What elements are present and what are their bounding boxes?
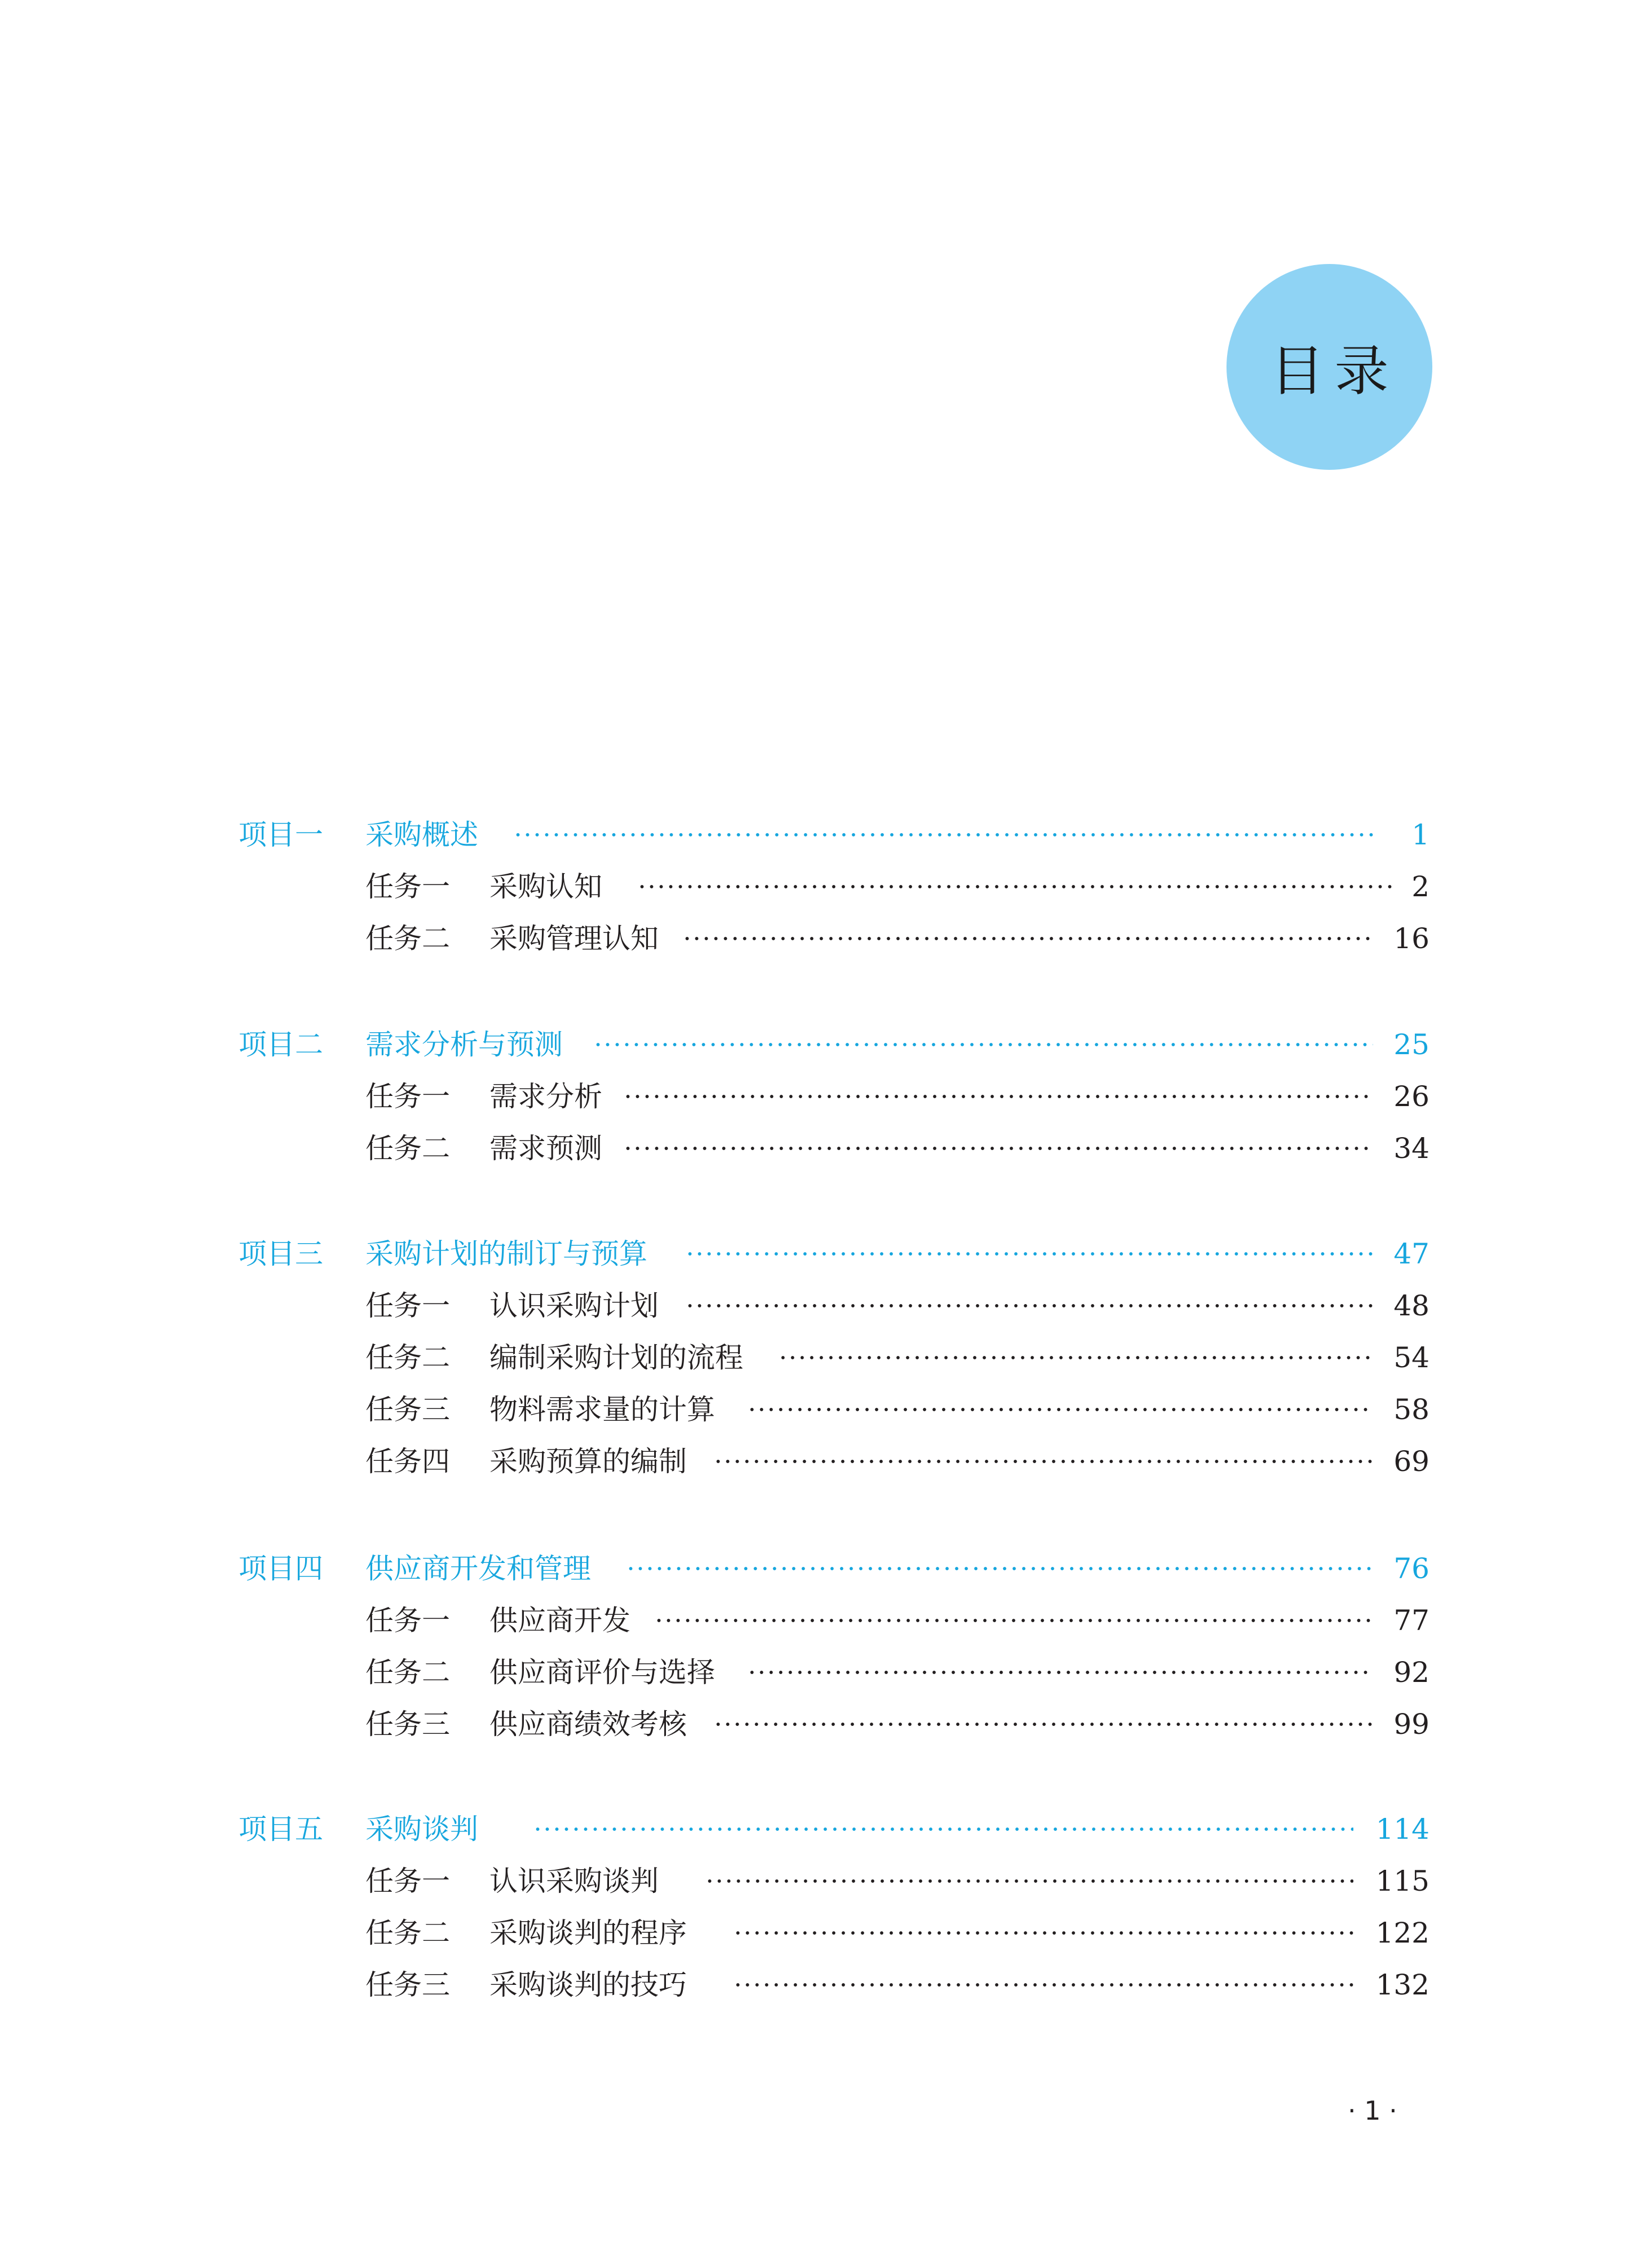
task-page-number: 122 bbox=[1375, 1917, 1430, 1949]
task-number: 任务二 bbox=[365, 1341, 450, 1374]
dot-leader bbox=[733, 1910, 1353, 1956]
toc-task-row[interactable] bbox=[0, 1283, 1628, 1328]
task-page-number: 77 bbox=[1393, 1604, 1430, 1637]
dot-leader bbox=[593, 1022, 1373, 1067]
task-title: 供应商评价与选择 bbox=[489, 1656, 715, 1689]
task-title: 供应商绩效考核 bbox=[489, 1708, 687, 1741]
dot-leader bbox=[685, 1283, 1373, 1328]
toc-task-row[interactable] bbox=[0, 1962, 1628, 2007]
dot-leader bbox=[623, 1074, 1373, 1119]
task-number: 任务二 bbox=[365, 922, 450, 955]
task-number: 任务三 bbox=[365, 1968, 450, 2001]
task-number: 任务二 bbox=[365, 1132, 450, 1165]
project-page-number: 47 bbox=[1393, 1238, 1430, 1270]
dot-leader bbox=[778, 1335, 1373, 1380]
task-page-number: 69 bbox=[1393, 1445, 1430, 1478]
dot-leader bbox=[654, 1598, 1373, 1643]
project-page-number: 1 bbox=[1411, 818, 1430, 851]
toc-task-row[interactable] bbox=[0, 1859, 1628, 1904]
task-title: 物料需求量的计算 bbox=[489, 1393, 715, 1426]
dot-leader bbox=[713, 1702, 1373, 1747]
toc-task-row[interactable] bbox=[0, 1126, 1628, 1171]
task-page-number: 132 bbox=[1375, 1968, 1430, 2001]
project-page-number: 25 bbox=[1393, 1028, 1430, 1061]
toc-project-row[interactable] bbox=[0, 1546, 1628, 1591]
task-number: 任务二 bbox=[365, 1656, 450, 1689]
task-page-number: 58 bbox=[1393, 1393, 1430, 1426]
toc-heading: 目录 bbox=[1270, 340, 1399, 403]
page-number: · 1 · bbox=[1348, 2095, 1397, 2126]
toc-task-row[interactable] bbox=[0, 1074, 1628, 1119]
toc-task-row[interactable] bbox=[0, 1910, 1628, 1956]
task-page-number: 26 bbox=[1393, 1080, 1430, 1113]
dot-leader bbox=[747, 1387, 1373, 1432]
dot-leader bbox=[513, 812, 1379, 857]
dot-leader bbox=[626, 1546, 1373, 1591]
project-title: 需求分析与预测 bbox=[365, 1028, 563, 1061]
task-title: 认识采购谈判 bbox=[489, 1865, 659, 1897]
task-page-number: 54 bbox=[1393, 1341, 1430, 1374]
dot-leader bbox=[623, 1126, 1373, 1171]
project-title: 采购谈判 bbox=[365, 1813, 478, 1846]
project-title: 采购概述 bbox=[365, 818, 478, 851]
task-number: 任务一 bbox=[365, 870, 450, 903]
task-page-number: 2 bbox=[1411, 870, 1430, 903]
project-number: 项目二 bbox=[239, 1028, 323, 1061]
toc-task-row[interactable] bbox=[0, 916, 1628, 961]
dot-leader bbox=[533, 1807, 1353, 1852]
toc-task-row[interactable] bbox=[0, 1439, 1628, 1484]
task-title: 认识采购计划 bbox=[489, 1289, 659, 1322]
task-number: 任务二 bbox=[365, 1917, 450, 1949]
toc-task-row[interactable] bbox=[0, 1387, 1628, 1432]
task-page-number: 16 bbox=[1393, 922, 1430, 955]
task-number: 任务一 bbox=[365, 1865, 450, 1897]
task-number: 任务三 bbox=[365, 1393, 450, 1426]
task-page-number: 34 bbox=[1393, 1132, 1430, 1165]
toc-task-row[interactable] bbox=[0, 1598, 1628, 1643]
task-title: 供应商开发 bbox=[489, 1604, 630, 1637]
toc-project-row[interactable] bbox=[0, 1022, 1628, 1067]
task-page-number: 115 bbox=[1375, 1865, 1430, 1897]
task-title: 采购谈判的技巧 bbox=[489, 1968, 687, 2001]
task-page-number: 48 bbox=[1393, 1289, 1430, 1322]
toc-task-row[interactable] bbox=[0, 1650, 1628, 1695]
project-number: 项目一 bbox=[239, 818, 323, 851]
task-title: 采购管理认知 bbox=[489, 922, 659, 955]
task-title: 需求预测 bbox=[489, 1132, 602, 1165]
dot-leader bbox=[713, 1439, 1373, 1484]
task-number: 任务一 bbox=[365, 1080, 450, 1113]
project-title: 采购计划的制订与预算 bbox=[365, 1238, 647, 1270]
project-page-number: 76 bbox=[1393, 1552, 1430, 1585]
task-title: 采购预算的编制 bbox=[489, 1445, 687, 1478]
dot-leader bbox=[705, 1859, 1353, 1904]
project-number: 项目三 bbox=[239, 1238, 323, 1270]
dot-leader bbox=[733, 1962, 1353, 2007]
task-title: 采购认知 bbox=[489, 870, 602, 903]
task-title: 采购谈判的程序 bbox=[489, 1917, 687, 1949]
toc-task-row[interactable] bbox=[0, 1335, 1628, 1380]
dot-leader bbox=[747, 1650, 1373, 1695]
task-number: 任务一 bbox=[365, 1604, 450, 1637]
dot-leader bbox=[682, 916, 1373, 961]
task-title: 编制采购计划的流程 bbox=[489, 1341, 743, 1374]
task-title: 需求分析 bbox=[489, 1080, 602, 1113]
project-number: 项目四 bbox=[239, 1552, 323, 1585]
project-number: 项目五 bbox=[239, 1813, 323, 1846]
toc-task-row[interactable] bbox=[0, 1702, 1628, 1747]
toc-project-row[interactable] bbox=[0, 812, 1628, 857]
toc-task-row[interactable] bbox=[0, 864, 1628, 909]
task-page-number: 92 bbox=[1393, 1656, 1430, 1689]
project-title: 供应商开发和管理 bbox=[365, 1552, 591, 1585]
dot-leader bbox=[685, 1231, 1373, 1276]
task-number: 任务三 bbox=[365, 1708, 450, 1741]
task-number: 任务一 bbox=[365, 1289, 450, 1322]
dot-leader bbox=[637, 864, 1396, 909]
task-number: 任务四 bbox=[365, 1445, 450, 1478]
toc-project-row[interactable] bbox=[0, 1807, 1628, 1852]
project-page-number: 114 bbox=[1375, 1813, 1430, 1846]
task-page-number: 99 bbox=[1393, 1708, 1430, 1741]
toc-project-row[interactable] bbox=[0, 1231, 1628, 1276]
